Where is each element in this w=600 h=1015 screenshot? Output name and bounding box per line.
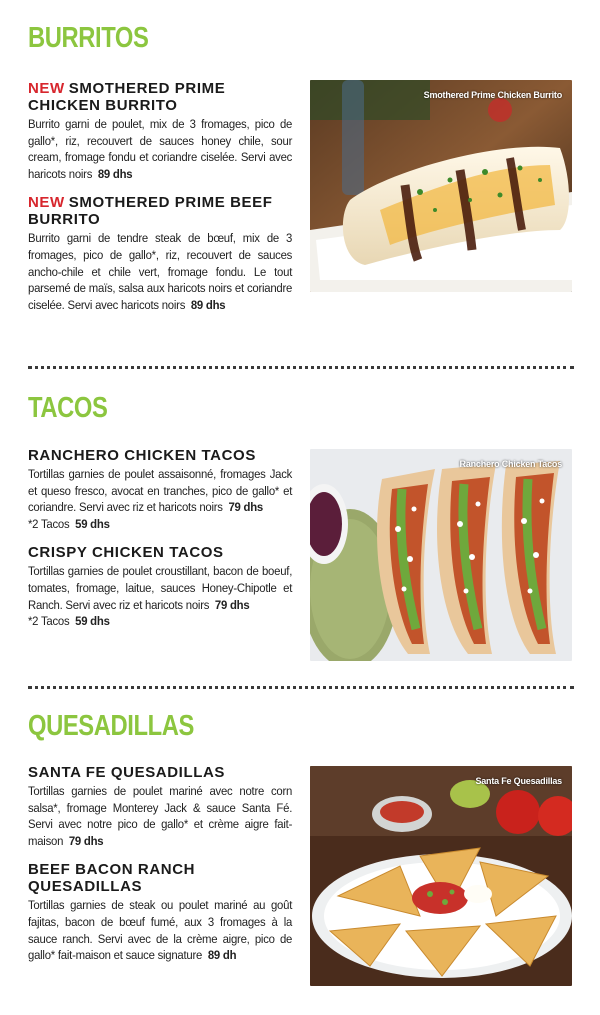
item-description-text: Burrito garni de tendre steak de bœuf, mix de 3 fromages, pico de gallo*, riz, recouvert de sauces ancho-chile et chile vert, fromage fondu. Le tout parsemé de maïs, salsa aux haricots noirs et coriandre ciselée. Servi avec haricots noirs [28,231,293,312]
item-price: 79 dhs [68,833,104,848]
item-note [28,516,292,533]
item-price: 89 dh [207,948,237,963]
item-description [28,897,292,963]
item-description-text: Tortillas garnies de steak ou poulet mariné au goût fajitas, bacon de bœuf fumé, aux 3 fromages à la sauce ranch. Servi avec de la crème aigre, pico de gallo* fait-maison et sauce signature [28,898,293,963]
menu-item [28,861,292,963]
burrito-photo [310,80,572,292]
item-title: RANCHERO CHICKEN TACOS [28,447,256,464]
item-note-text: *2 Tacos [28,516,70,531]
tacos-illustration [310,449,572,661]
tacos-photo [310,449,572,661]
item-price: 79 dhs [228,500,263,515]
menu-item [28,544,292,629]
photo-caption: Santa Fe Quesadillas [475,776,562,786]
item-description [28,116,292,182]
item-name: SMOTHERED PRIME BEEF BURRITO [28,194,273,229]
item-description [28,230,292,313]
item-note-price: 59 dhs [75,516,110,531]
menu-item [28,80,292,182]
item-price: 79 dhs [214,597,250,612]
photo-caption: Ranchero Chicken Tacos [459,459,562,469]
quesadillas-photo [310,766,572,986]
item-title: BEEF BACON RANCH QUESADILLAS [28,861,196,896]
item-description [28,783,292,849]
item-description-text: Tortillas garnies de poulet assaisonné, fromages Jack et queso fresco, avocat en tranches, pico de gallo* et coriandre. Servi avec riz et haricots noirs [28,467,293,515]
item-price: 89 dhs [97,166,133,181]
item-note [28,613,292,630]
item-description-text: Tortillas garnies de poulet mariné avec notre corn salsa*, fromage Monterey Jack & sauce Santa Fé. Servi avec notre pico de gallo* et crème aigre fait-maison [28,784,293,848]
item-title: CRISPY CHICKEN TACOS [28,544,224,562]
section-divider [28,366,574,369]
item-note-text: *2 Tacos [28,614,70,629]
quesadillas-section-title: QUESADILLAS [28,710,194,742]
item-description-text: Tortillas garnies de poulet croustillant, bacon de boeuf, tomates, fromage, laitue, sauces Honey-Chipotle et Ranch. Servi avec riz et haricots noirs [28,564,293,612]
quesadillas-illustration [310,766,572,986]
new-badge: NEW [28,194,65,212]
burritos-item-list [28,80,292,325]
photo-caption: Smothered Prime Chicken Burrito [423,90,562,100]
item-name: SMOTHERED PRIME CHICKEN BURRITO [28,80,226,114]
item-price: 89 dhs [190,297,226,312]
burrito-illustration [310,80,572,292]
tacos-section-title: TACOS [28,392,108,424]
section-divider [28,686,574,689]
item-description [28,466,292,532]
item-description [28,563,292,629]
item-note-price: 59 dhs [75,614,110,629]
quesadillas-item-list [28,764,292,976]
burritos-section-title: BURRITOS [28,22,149,54]
new-badge: NEW [28,80,65,97]
item-title: SANTA FE QUESADILLAS [28,764,226,781]
item-description-text: Burrito garni de poulet, mix de 3 fromages, pico de gallo*, riz, recouvert de sauces honey chile, sour cream, fromage fondu et coriandre ciselée. Servi avec haricots noirs [28,117,293,181]
tacos-item-list [28,447,292,642]
item-title [28,194,292,228]
menu-item [28,447,292,532]
item-title [28,80,292,114]
menu-item [28,764,292,849]
menu-item [28,194,292,313]
